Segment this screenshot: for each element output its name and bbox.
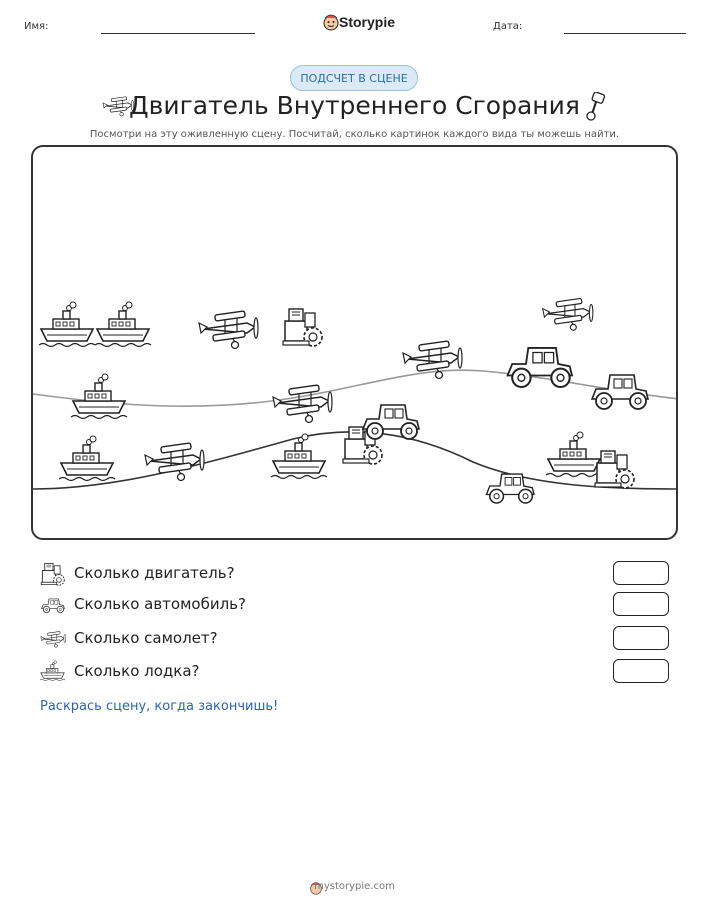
answer-box-car[interactable]	[613, 592, 669, 616]
page-title: Двигатель Внутреннего Сгорания	[129, 91, 580, 120]
engine-1	[283, 309, 322, 346]
boat-5	[271, 434, 327, 479]
footer-site[interactable]: mystorypie.com	[314, 881, 395, 892]
question-row-plane	[40, 626, 670, 652]
question-text: Сколько двигатель?	[74, 564, 235, 582]
brand-name: Storypie	[339, 14, 396, 30]
counting-scene	[31, 145, 678, 540]
question-row-car	[40, 592, 670, 618]
car-2	[592, 375, 648, 409]
date-line[interactable]	[564, 33, 686, 34]
question-row-engine	[40, 561, 670, 587]
boat-4	[59, 436, 115, 481]
question-text: Сколько самолет?	[74, 629, 218, 647]
plane-3	[273, 385, 332, 423]
engine-3	[595, 451, 634, 488]
boat-3	[71, 374, 127, 419]
answer-box-plane[interactable]	[613, 626, 669, 650]
question-text: Сколько автомобиль?	[74, 595, 246, 613]
piston-icon	[585, 92, 609, 122]
worksheet-type-badge: ПОДСЧЕТ В СЦЕНЕ	[290, 65, 418, 91]
car-icon	[40, 592, 66, 618]
name-label: Имя:	[24, 21, 49, 32]
coloring-instruction: Раскрась сцену, когда закончишь!	[40, 699, 279, 714]
engine-icon	[40, 561, 66, 587]
name-line[interactable]	[101, 33, 255, 34]
boat-2	[95, 302, 151, 347]
plane-icon	[40, 626, 66, 652]
date-label: Дата:	[493, 21, 523, 32]
boat-6	[546, 432, 602, 477]
answer-box-engine[interactable]	[613, 561, 669, 585]
car-3	[363, 405, 419, 439]
car-1	[508, 348, 572, 387]
boat-icon	[40, 659, 66, 685]
answer-box-boat[interactable]	[613, 659, 669, 683]
page-subtitle: Посмотри на эту оживленную сцену. Посчитай, сколько картинок каждого вида ты можешь найти.	[89, 129, 620, 140]
hill-line-back	[33, 370, 678, 406]
question-row-boat	[40, 659, 670, 685]
plane-4	[403, 341, 462, 379]
question-text: Сколько лодка?	[74, 662, 200, 680]
plane-1	[199, 311, 258, 349]
storypie-logo-icon	[322, 13, 340, 31]
boat-1	[39, 302, 95, 347]
plane-5	[543, 298, 593, 330]
